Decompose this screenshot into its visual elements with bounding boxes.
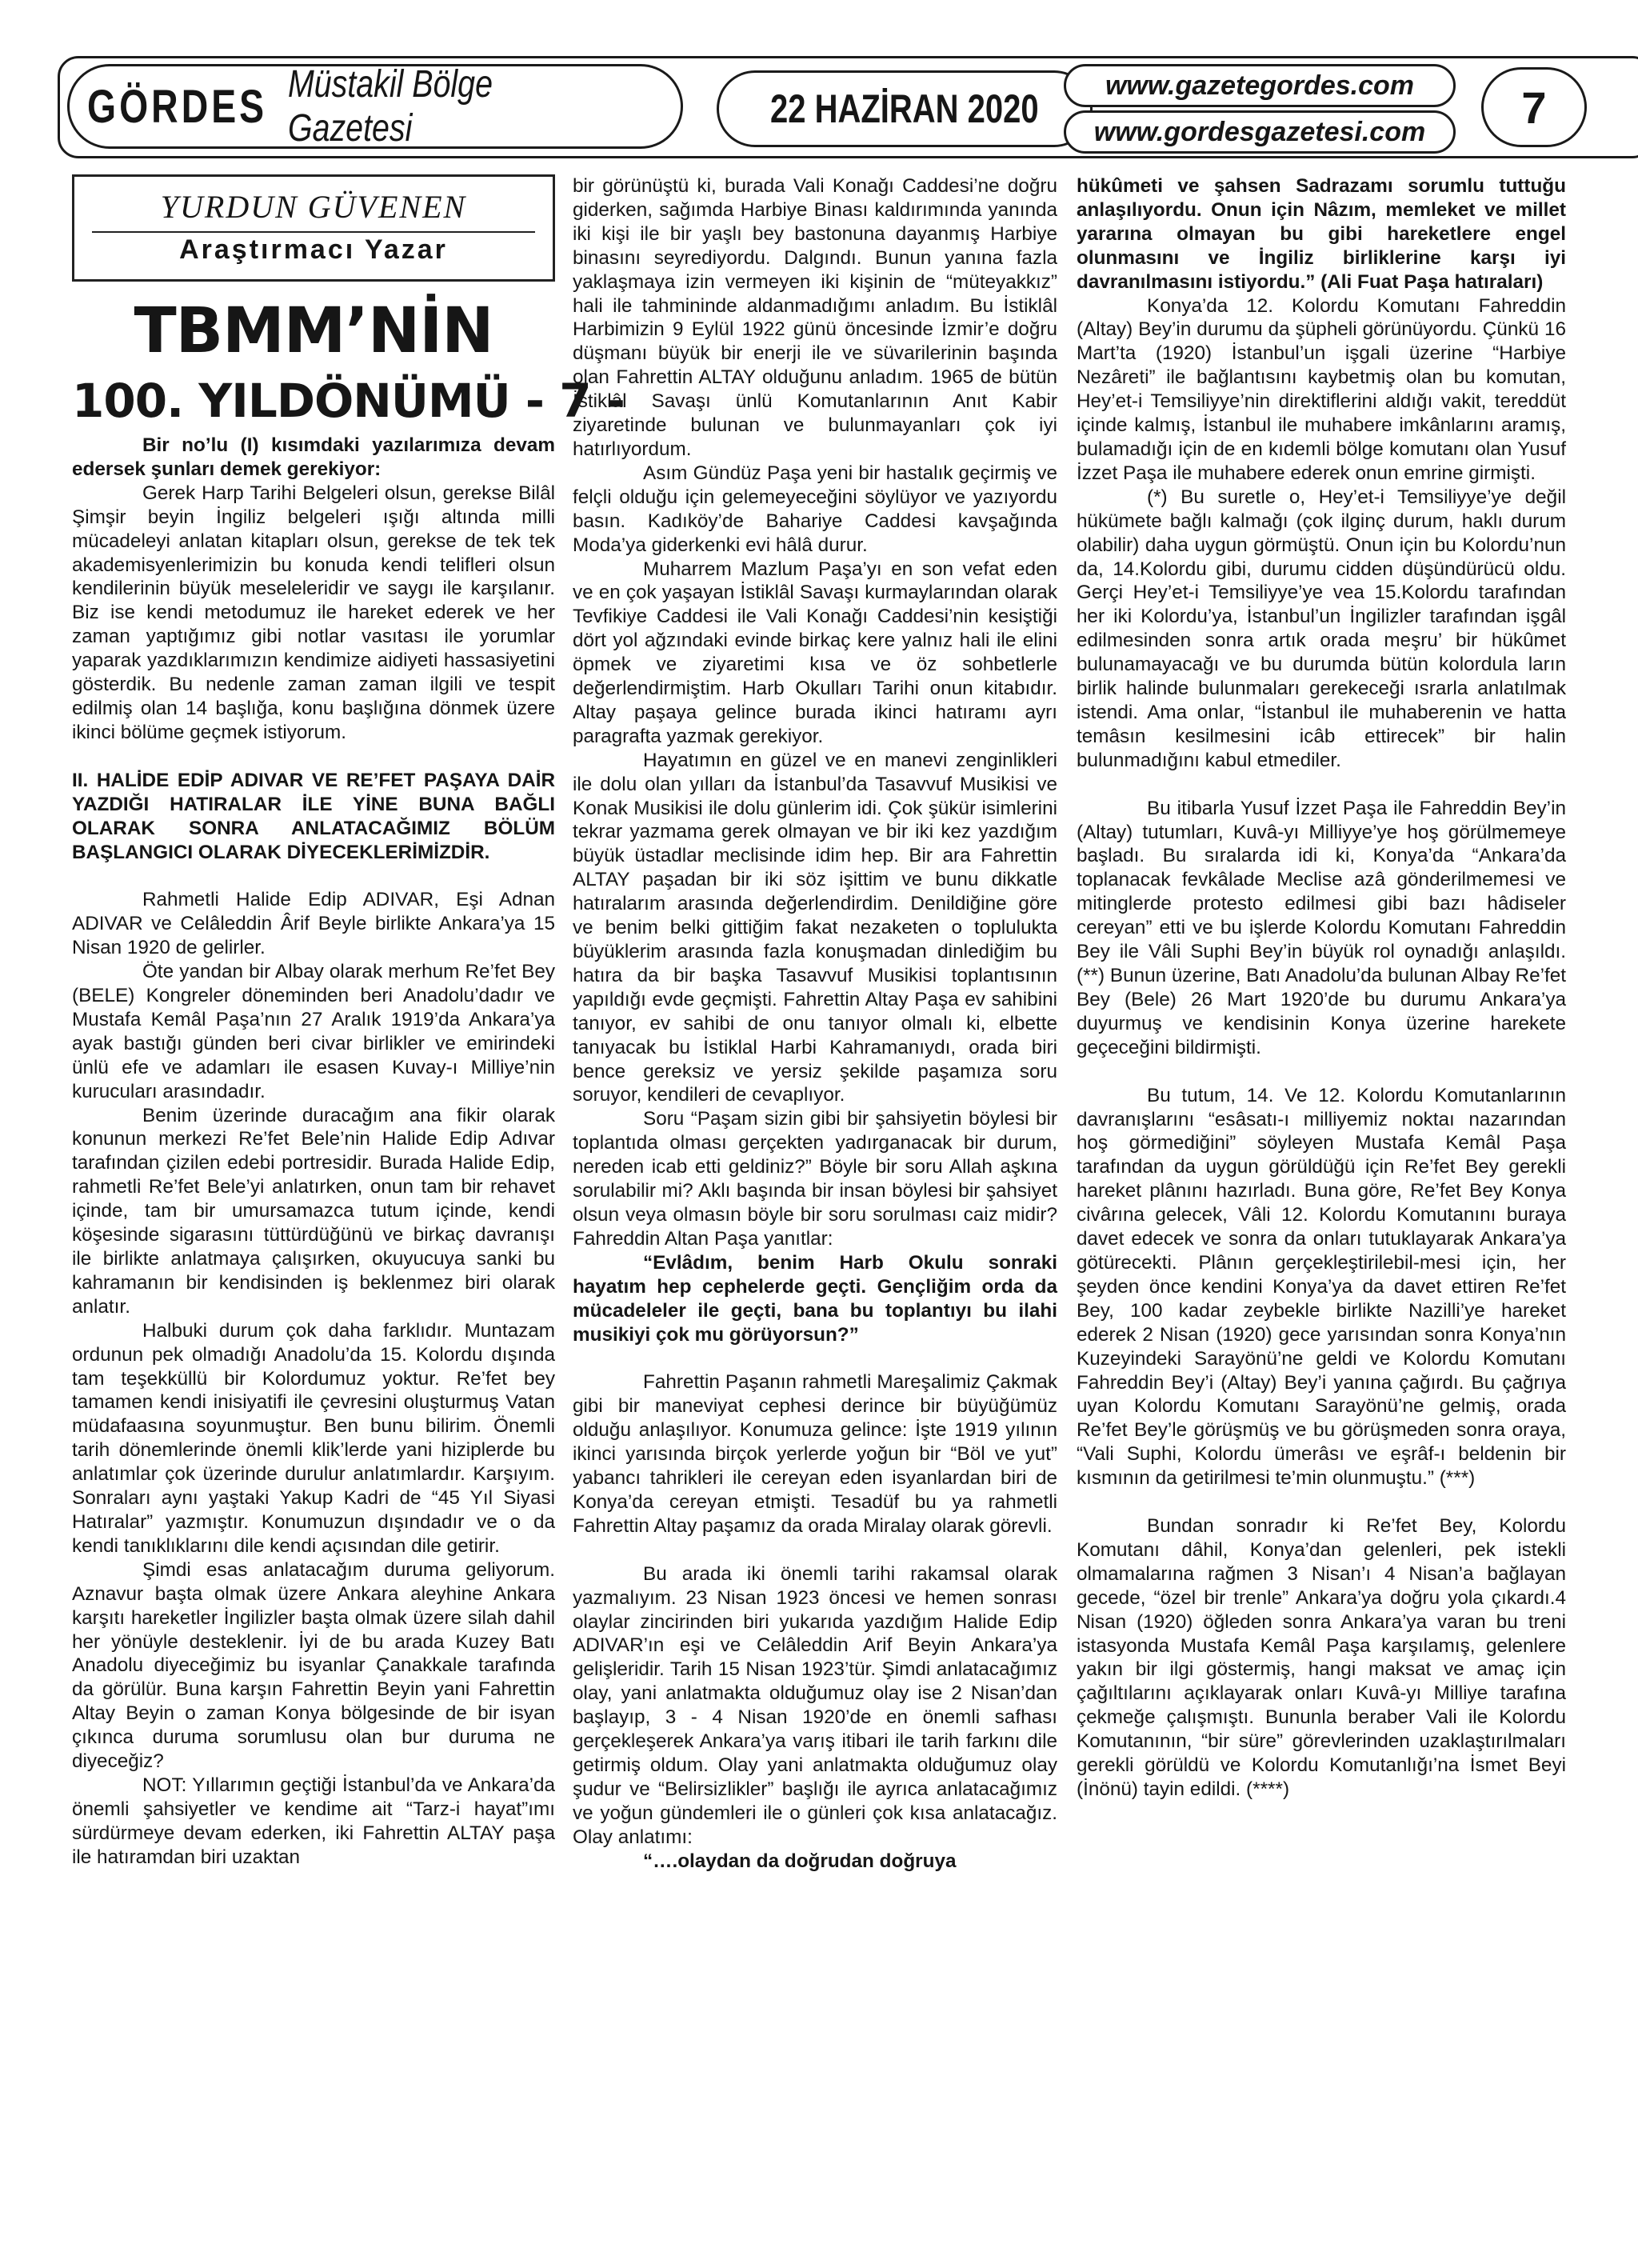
headline-line-1: TBMM’NİN [134,295,493,367]
paragraph: Bundan sonradır ki Re’fet Bey, Kolordu Komutanı dâhil, Konya’dan gelenleri, pek istekli olmamalarına rağmen 3 Nisan’ı 4 Nisan’a bağlayan gecede, “özel bir trenle” Ankara’ya doğru yola çıkardı.4 Nisan (1920) öğleden sonra Ankara’ya varan bu treni istasyonda Mustafa Kemâl Paşa karşılamış, gelenlere yakın bir ilgi göstermiş, hangi maksat ve amaç için çağıltılarını açıklayarak onları Kuvâ-yı Milliye tarafına çekmeğe çalışmıştı. Bununla beraber Vali ile Kolordu Komutanının, “bir süre” görevlerinden uzaklaştırılmaları gerekli görüldü ve Kolordu Komutanlığı’na İsmet Beyi (İnönü) tayin edildi. (****) [1077,1515,1566,1800]
paragraph-note: NOT: Yıllarımın geçtiği İstanbul’da ve Ankara’da önemli şahsiyetler ve kendime ait “Tarz-i hayat”ımı sürdürmeye devam ederken, iki Fahrettin ALTAY paşa ile hatıramdan biri uzaktan [72,1774,555,1868]
headline-line-2: 100. YILDÖNÜMÜ - 7 - [72,374,625,428]
quote-start: “….olaydan da doğrudan doğruya [643,1850,957,1872]
page-number-block [1481,67,1587,147]
brand-tagline: Müstakil Bölge Gazetesi [288,63,493,150]
author-box [72,174,555,282]
author-name: YURDUN GÜVENEN [160,189,467,225]
paragraph: Hayatımın en güzel ve en manevi zenginlikleri ile dolu olan yılları da İstanbul’da Tasavvuf Musikisi ve Konak Musikisi ile dolu günlerim idi. Çok şükür isimlerini tekrar yazmama gerek olmayan ve bir iki kez yazdığım büyük üstadlar meclisinde idim hep. Bir ara Fahrettin ALTAY paşadan bir iki söz işittim ve bunu dikkatle hatıralarım arasında değerlendirdim. Denildiğine göre ve benim belki gittiğim fakat nezaketen o toplulukta büyüklerim arasında fazla konuşmadan dinlediğim bu hatıra da bir başka Tasavvuf Musikisi toplantısının yapıldığı evde geçmişti. Fahrettin Altay Paşa ev sahibini tanıyor, ev sahibi de onu tanıyor olmalı ki, elbette tanıyacak bu İstiklal Harbi Kahramanıydı, orada biri bence gereksiz ve yersiz şekilde paşamıza soru soruyor, kendileri de cevaplıyor. [573,749,1057,1106]
website-url-1: www.gazetegordes.com [1105,70,1415,101]
article-column-2 [573,174,1057,1874]
paragraph: Gerek Harp Tarihi Belgeleri olsun, gerekse Bilâl Şimşir beyin İngiliz belgeleri ışığı altında milli mücadeleyi anlatan kitapları olsun, gerekse de tek tek akademisyenlerimizin bu konuda kendi telifleri olsun kendilerinin büyük meseleleridir ve saygı ile karşılanır. Biz ise kendi metodumuz ile hareket ederek ve her zaman yaptığımız gibi notlar vasıtası ile yorumlar yaparak yazdıklarımızın kendimize aidiyeti hassasiyetini gösterdik. Bu nedenle zaman zaman ilgili ve tespit edilmiş olan 14 başlığa, konu başlığına dönmek üzere ikinci bölüme geçmek istiyorum. [72,482,555,743]
section-heading: II. HALİDE EDİP ADIVAR VE RE’FET PAŞAYA DAİR YAZDIĞI HATIRALAR İLE YİNE BUNA BAĞLI OLARAK SONRA ANLATACAĞIMIZ BÖLÜM BAŞLANGICI OLARAK DİYECEKLERİMİZDİR. [72,769,555,863]
page-number: 7 [1521,82,1547,133]
brand-name: GÖRDES [87,80,268,133]
paragraph: Soru “Paşam sizin gibi bir şahsiyetin böylesi bir toplantıda olması gerçekten yadırganacak bir durum, nereden icab etti geldiniz?” Böyle bir soru Allah aşkına sorulabilir mi? Aklı başında bir insan böylesi bir şahsiyet olsun veya olmasın böyle bir soru sorulması caiz midir? Fahreddin Altan Paşa yanıtlar: [573,1108,1057,1250]
website-link-1[interactable] [1064,64,1456,107]
paragraph: Rahmetli Halide Edip ADIVAR, Eşi Adnan ADIVAR ve Celâleddin Ârif Beyle birlikte Ankara’ya 15 Nisan 1920 de gelirler. [72,889,555,959]
paragraph: Konya’da 12. Kolordu Komutanı Fahreddin (Altay) Bey’in durumu da şüpheli görünüyordu. Çünkü 16 Mart’ta (1920) İstanbul’un işgali üzerine “Harbiye Nezâreti” ile bağlantısını kaybetmiş olan bu komutan, Hey’et-i Temsiliyye’nin direktiflerini aldığı vakit, tereddüt içinde kalmış, İstanbul ile muhabere imkânlarını aramış, bulamadığı için de en kıdemli bölge komutanı olan Yusuf İzzet Paşa ile muhabere ederek onun emrine girmişti. [1077,294,1566,484]
paragraph: Öte yandan bir Albay olarak merhum Re’fet Bey (BELE) Kongreler döneminden beri Anadolu’dadır ve Mustafa Kemâl Paşa’nın 27 Aralık 1919’da Ankara’ya ayak bastığı günden beri civar birlikler ve emirindeki ünlü efe ve adamları ile esasen Kuvay-ı Milliye’nin kurucuları arasındadır. [72,961,555,1102]
website-link-2[interactable] [1064,110,1456,154]
paragraph: Asım Gündüz Paşa yeni bir hastalık geçirmiş ve felçli olduğu için gelemeyeceğini söylüyor ve yazıyordu basın. Kadıköy’de Bahariye Caddesi kavşağında Moda’ya giderkenki evi hâlâ durur. [573,462,1057,556]
paragraph: (*) Bu suretle o, Hey’et-i Temsiliyye’ye değil hükümete bağlı kalmağı (çok ilginç durum, haklı durum olabilir) daha uygun görmüştü. Onun için bu Kolordu’nun da, 14.Kolordu gibi, durumu cidden düşündürücü oldu. Gerçi Hey’et-i Temsiliyye’ye vea 15.Kolordu tarafından her iki Kolordu’ya, İstanbul’un İngilizler tarafından işgâl edilmesinden sonra artık orada meşru’ bir hükûmet bulunamayacağı ve bu durumda bütün kolordula ların birlik halinde bulunmaları gerekeceği ısrarla anlatılmak istendi. Ama onlar, “İstanbul ile muhaberenin ve hatta temâsın kesilmesini icâb ettirecek” bir halin bulunmadığını kabul etmediler. [1077,486,1566,771]
paragraph: Bu tutum, 14. Ve 12. Kolordu Komutanlarının davranışlarını “esâsatı-ı milliyemiz noktaı nazarından hoş görmediğini” söyleyen Mustafa Kemâl Paşa tarafından da uygun görüldüğü için Re’fet Bey gerekli hareket plânını hazırladı. Buna göre, Re’fet Bey Konya civârına gelecek, Vâli 12. Kolordu Komutanını buraya davet edecek ve sonra da onları tutuklayarak Ankara’ya götürecekti. Plânın gerçekleştirilebil-mesi için, her şeyden önce kendini Konya’ya da davet ettiren Re’fet Bey, 100 kadar zeybekle birlikte Nazilli’ye hareket ederek 2 Nisan (1920) gece yarısından sonra Konya’nın Kuzeyindeki Sarayönü’ne geldi ve Kolordu Komutanı Fahreddin Bey’i (Altay) Bey’i yanına çağırdı. Bu çağrıya uyan Kolordu Komutanı Sarayönü’ne gelmiş, orada Re’fet Bey’le görüşmüş ve bu görüşmeden sonra oraya, “Vali Suphi, Kolordu ümerâsı ve eşrâf-ı beldenin bir kısmının da getirilmesi te’min olunmuştu.” (***) [1077,1084,1566,1490]
paragraph: Bu itibarla Yusuf İzzet Paşa ile Fahreddin Bey’in (Altay) tutumları, Kuvâ-yı Milliyye’ye hoş görülmemeye başladı. Bu sıralarda idi ki, Konya’da “Ankara’da toplanacak fevkâlade Meclise azâ gönderilmemesi ve mitinglerde protesto edilmesi gibi bazı hâdiseler cereyan” etti ve bu işlerde Kolordu Komutanı Fahreddin Bey ile Vâli Suphi Bey’in büyük rol oynadığı anlaşıldı. (**) Bunun üzerine, Batı Anadolu’da bulunan Albay Re’fet Bey (Bele) 26 Mart 1920’de bu durumu Ankara’ya duyurmuş ve kendisinin Konya üzerine harekete geçeceğini bildirmişti. [1077,797,1566,1058]
author-title: Araştırmacı Yazar [92,231,535,266]
website-url-2: www.gordesgazetesi.com [1093,116,1426,147]
issue-date: 22 HAZİRAN 2020 [770,86,1039,131]
paragraph: Halbuki durum çok daha farklıdır. Muntazam ordunun pek olmadığı Anadolu’da 15. Kolordu dışında tam teşekküllü bir Kolordumuz yoktur. Re’fet bey tamamen kendi inisiyatifi ile çevresini oluşturmuş Vatan müdafaasına soyunmuştur. Ben bunu bilirim. Önemli tarih dönemlerinde önemli klik’lerde yani hiziplerde bu anlatımlar çok üzerinde durulur anlatımlardır. Karşıyım. Sonraları aynı yaştaki Yakup Kadri de “45 Yıl Siyasi Hatıralar” yazmıştır. Konumuzun dışındadır ve o da kendi tanıklıklarını dile kendi açısından dile getirir. [72,1319,555,1557]
quote-end: hükûmeti ve şahsen Sadrazamı sorumlu tuttuğu anlaşılıyordu. Onun için Nâzım, memleket ve millet yararına olmayan bu gibi hareketlere engel olunmasını ve İngiliz birliklerine karşı iyi davranılmasını istiyordu.” (Ali Fuat Paşa hatıraları) [1077,175,1566,293]
paragraph-intro: Bir no’lu (I) kısımdaki yazılarımıza devam edersek şunları demek gerekiyor: [72,434,555,480]
paragraph: Şimdi esas anlatacağım duruma geliyorum. Aznavur başta olmak üzere Ankara aleyhine Ankara karşıtı hareketler İngilizler başta olmak üzere silah dahil her yönüyle desteklenir. İyi de bu arada Kuzey Batı Anadolu diyeceğimiz bu isyanlar Çanakkale tarafında da görülür. Buna karşın Fahrettin Beyin yani Fahrettin Altay Beyin o zaman Konya bölgesinde de bir isyan çıkınca duruma sorumlusu olan bur duruma ne diyeceğiz? [72,1558,555,1773]
paragraph: Fahrettin Paşanın rahmetli Mareşalimiz Çakmak gibi bir maneviyat cephesi derince bir büyüğümüz olduğu anlaşılıyor. Konumuza gelince: İşte 1919 yılının ikinci yarısında birçok yerlerde yoğun bir “Böl ve yut” yabancı tahrikleri ile cereyan eden isyanlardan biri de Konya’da cereyan etmişti. Tesadüf bu ya rahmetli Fahrettin Altay paşamız da orada Miralay olarak görevli. [573,1371,1057,1537]
article-column-3 [1077,174,1566,1802]
quote: “Evlâdım, benim Harb Okulu sonraki hayatım hep cephelerde geçti. Gençliğim orda da mücadeleler ile geçti, bana bu toplantıyı bu ilahi musikiyi çok mu görüyorsun?” [573,1251,1057,1346]
issue-date-block [717,70,1093,147]
paragraph: Bu arada iki önemli tarihi rakamsal olarak yazmalıyım. 23 Nisan 1923 öncesi ve hemen sonrası olaylar zincirinden biri yukarıda yazdığım Halide Edip ADIVAR’ın eşi ve Celâleddin Arif Beyin Ankara’ya gelişleridir. Tarih 15 Nisan 1923’tür. Şimdi anlatacağımız olay, yani anlatmakta olduğumuz olay ise 2 Nisan’dan başlayıp, 3 - 4 Nisan 1920’de en önemli safhası gerçekleşerek Ankara’ya varış itibari ile tarih farkını dile getirmiş oldum. Olay yani anlatmakta olduğumuz olay şudur ve “Belirsizlikler” başlığı ile ayrıca anlatacağımız ve yoğun gündemleri ile o günleri çok kısa anlatacağız. Olay anlatımı: [573,1562,1057,1848]
paragraph: bir görünüştü ki, burada Vali Konağı Caddesi’ne doğru giderken, sağımda Harbiye Binası kaldırımında yanında iki kişi ile bir yaşlı bey bastonuna dayanmış Harbiye binasını seyrediyordu. Dalgındı. Bunun yanına fazla yaklaşmaya izin vermeyen iki kişinin de “müteyakkız” hali ile tahmininde aldanmadığımı anladım. Bu İstiklâl Harbimizin 9 Eylül 1922 günü öncesinde İzmir’e doğru düşmanı büyük bir enerji ile ve süvarilerinin başında olan Fahrettin ALTAY olduğunu anladım. 1965 de bütün İstiklâl Savaşı ünlü Komutanlarının Anıt Kabir ziyaretinde bulunan ve bulunmayanları çok iyi hatırlıyordum. [573,175,1057,460]
paragraph: Benim üzerinde duracağım ana fikir olarak konunun merkezi Re’fet Bele’nin Halide Edip Adıvar tarafından çizilen edebi portresidir. Burada Halide Edip, rahmetli Re’fet Bele’yi anlatırken, onun tam bir rehavet içinde, tam bir umursamazca tutum içinde, kendi köşesinde sigarasını tüttürdüğünü ve birkaç davranışı ile birlikte anlatmaya çalışırken, okuyucuya sanki bu kahramanın bir kendisinden iş beklenmez biri olarak anlatır. [72,1104,555,1318]
article-column-1 [72,174,625,1870]
brand-block [67,64,683,149]
paragraph: Muharrem Mazlum Paşa’yı en son vefat eden ve en çok yaşayan İstiklâl Savaşı kurmaylarından olarak Tevfikiye Caddesi ile Vali Konağı Caddesi’nin kesiştiği dört yol ağzındaki evinde birkaç kere yalnız hali ile elini öpmek ve ziyaretimi kısa ve öz sohbetlerle değerlendirmiştim. Harb Okulları Tarihi onun kitabıdır. Altay paşaya gelince burada ikinci hatıramı ayrı paragrafta yazmak gerekiyor. [573,558,1057,747]
